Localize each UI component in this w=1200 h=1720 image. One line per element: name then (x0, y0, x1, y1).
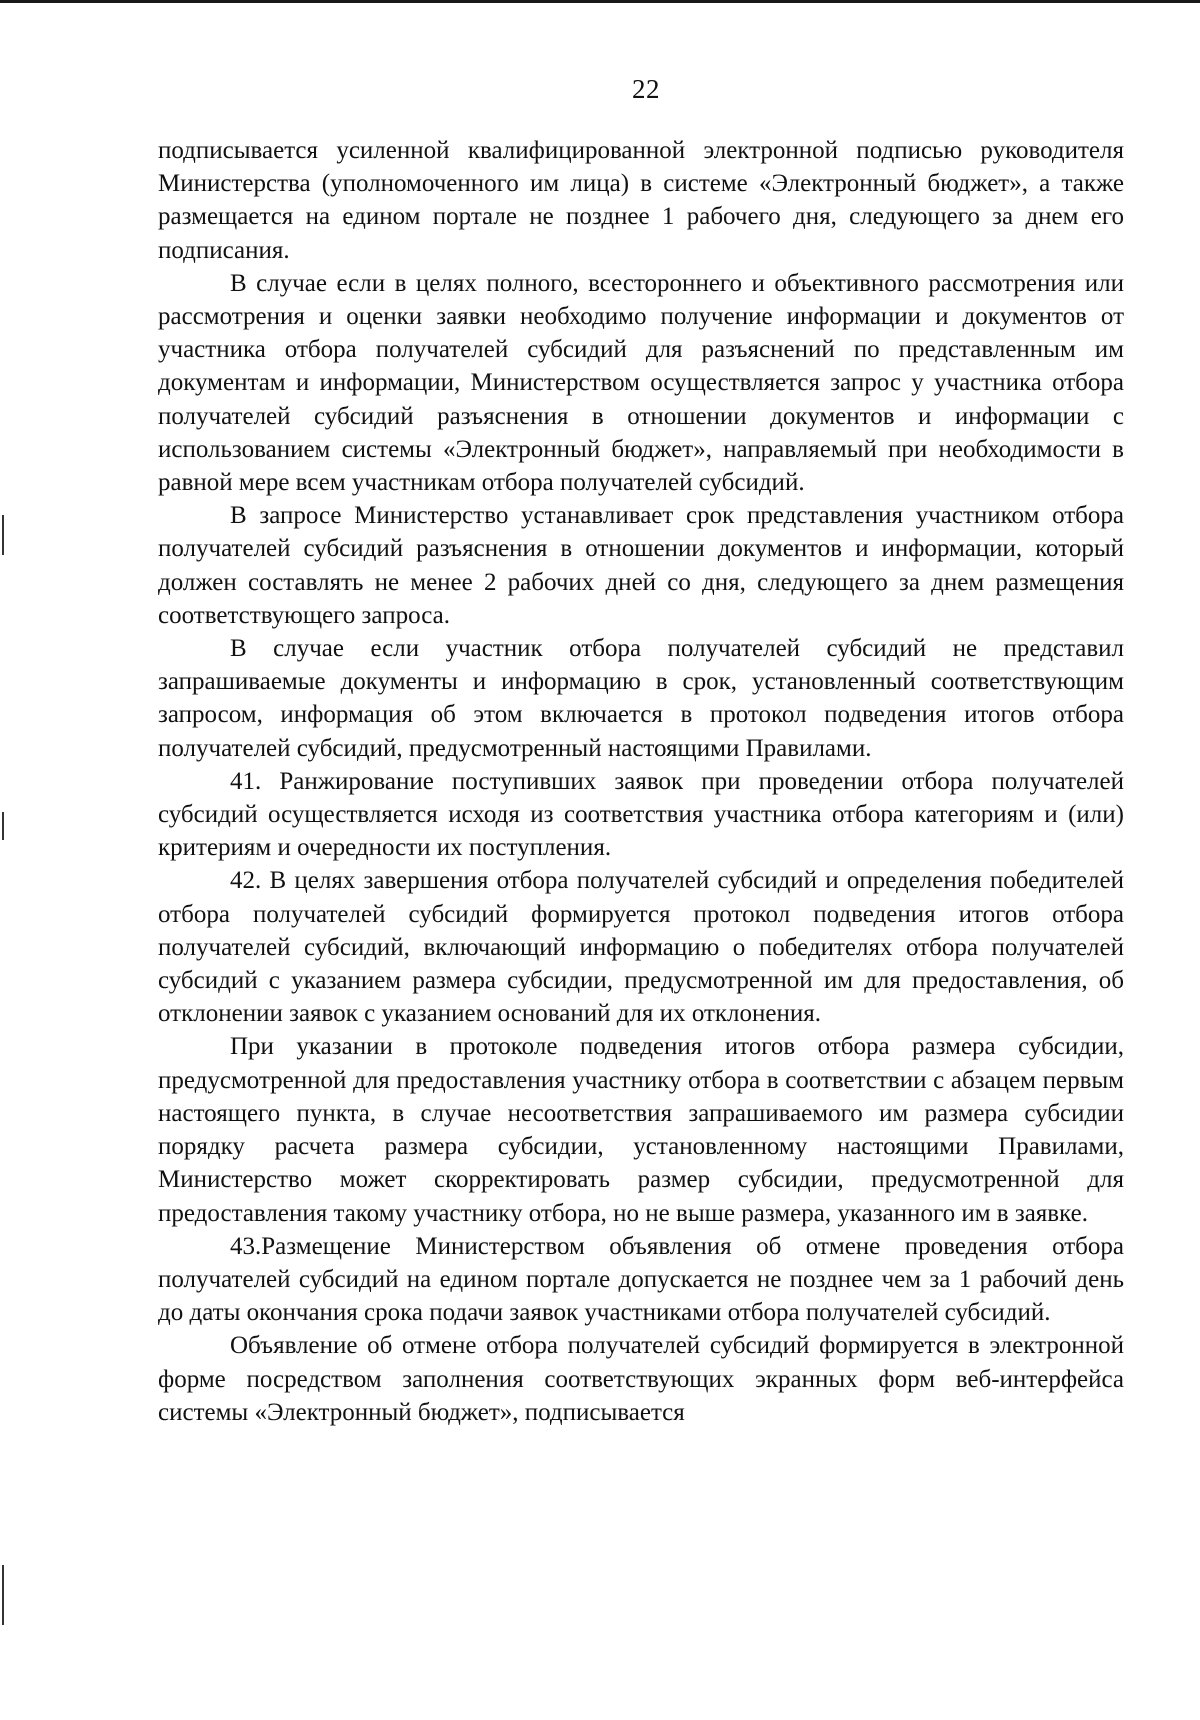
page-number (0, 74, 1200, 105)
page-number-text: 22 (632, 74, 660, 104)
paragraph: 41. Ранжирование поступивших заявок при проведении отбора получателей субсидий осуществляется исходя из соответствия участника отбора категориям и (или) критериям и очередности их поступления. (158, 767, 1124, 862)
scan-top-edge (0, 0, 1200, 3)
paragraph: В запросе Министерство устанавливает срок представления участником отбора получателей субсидий разъяснения в отношении документов и информации, который должен составлять не менее 2 рабочих дней со дня, следующего за днем размещения соответствующего запроса. (158, 502, 1124, 629)
scan-left-edge-mark (2, 812, 4, 840)
paragraph: 42. В целях завершения отбора получателей субсидий и определения победителей отбора получателей субсидий формируется протокол подведения итогов отбора получателей субсидий, включающий информацию о победителях отбора получателей субсидий с указанием размера субсидии, предусмотренной им для предоставления, об отклонении заявок с указанием оснований для их отклонения. (158, 867, 1124, 1028)
paragraph: В случае если в целях полного, всестороннего и объективного рассмотрения или рассмотрения и оценки заявки необходимо получение информации и документов от участника отбора получателей субсидий для разъяснений по представленным им документам и информации, Министерством осуществляется запрос у участника отбора получателей субсидий разъяснения в отношении документов и информации с использованием системы «Электронный бюджет», направляемый при необходимости в равной мере всем участникам отбора получателей субсидий. (158, 269, 1124, 497)
paragraph: Объявление об отмене отбора получателей субсидий формируется в электронной форме посредством заполнения соответствующих экранных форм веб-интерфейса системы «Электронный бюджет», подписывается (158, 1332, 1124, 1426)
paragraph: 43.Размещение Министерством объявления об отмене проведения отбора получателей субсидий на едином портале допускается не позднее чем за 1 рабочий день до даты окончания срока подачи заявок участниками отбора получателей субсидий. (158, 1232, 1124, 1327)
paragraph: При указании в протоколе подведения итогов отбора размера субсидии, предусмотренной для предоставления участнику отбора в соответствии с абзацем первым настоящего пункта, в случае несоответствия запрашиваемого им размера субсидии порядку расчета размера субсидии, установленному настоящими Правилами, Министерство может скорректировать размер субсидии, предусмотренной для предоставления такому участнику отбора, но не выше размера, указанного им в заявке. (158, 1033, 1124, 1227)
paragraph: подписывается усиленной квалифицированной электронной подписью руководителя Министерства (уполномоченного им лица) в системе «Электронный бюджет», а также размещается на едином портале не позднее 1 рабочего дня, следующего за днем его подписания. (158, 137, 1124, 264)
document-body (158, 134, 1124, 1429)
scan-left-edge-mark (2, 1565, 4, 1625)
scan-left-edge-mark (2, 515, 4, 555)
paragraph: В случае если участник отбора получателей субсидий не представил запрашиваемые документы и информацию в срок, установленный соответствующим запросом, информация об этом включается в протокол подведения итогов отбора получателей субсидий, предусмотренный настоящими Правилами. (158, 635, 1124, 762)
